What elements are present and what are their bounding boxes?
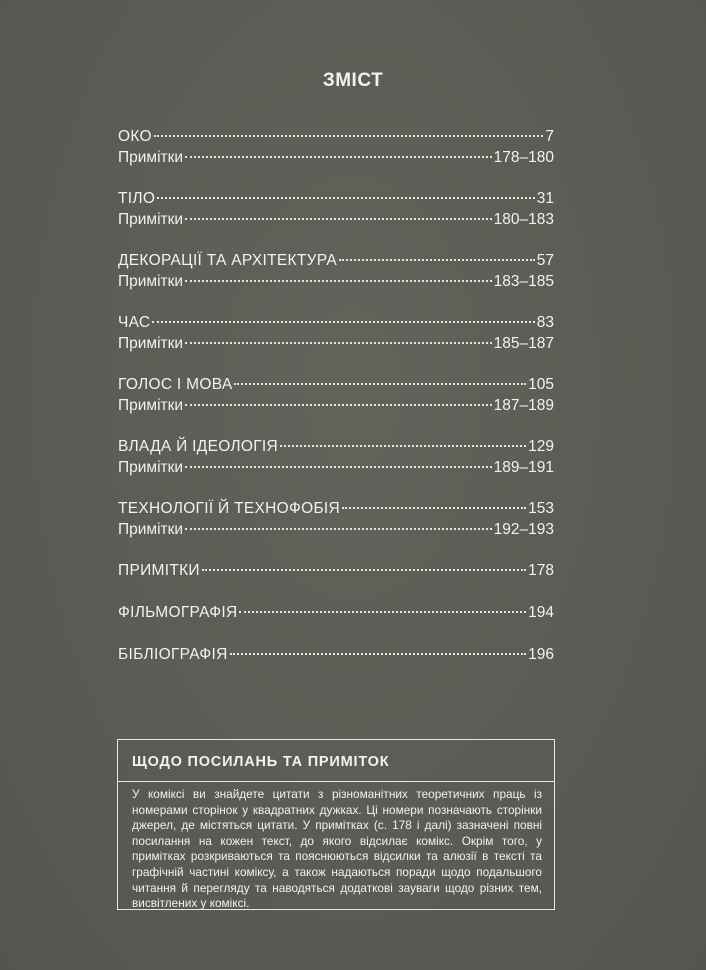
note-box-title: ЩОДО ПОСИЛАНЬ ТА ПРИМІТОК	[132, 754, 390, 770]
dot-leader	[239, 611, 526, 613]
toc-notes-label: Примітки	[118, 149, 184, 166]
dot-leader	[234, 383, 526, 385]
page-title: ЗМІСТ	[322, 70, 384, 91]
dot-leader	[342, 507, 526, 509]
toc-page-number: 57	[536, 252, 554, 269]
toc-backmatter-label: ФІЛЬМОГРАФІЯ	[118, 604, 238, 621]
dot-leader	[154, 135, 544, 137]
dot-leader	[185, 404, 492, 406]
toc-page-number: 129	[528, 438, 554, 455]
dot-leader	[152, 321, 534, 323]
toc-chapter-label: ЧАС	[118, 314, 151, 331]
toc-notes-label: Примітки	[118, 521, 184, 538]
toc-notes-label: Примітки	[118, 397, 184, 414]
toc-notes-pages: 178–180	[493, 149, 554, 166]
toc-page-number: 194	[528, 604, 554, 621]
dot-leader	[185, 156, 492, 158]
toc-chapter-label: ТІЛО	[118, 190, 156, 207]
dot-leader	[202, 569, 526, 571]
dot-leader	[280, 445, 526, 447]
toc-chapter-row[interactable]	[118, 188, 554, 209]
toc-page-number: 31	[536, 190, 554, 207]
toc-backmatter-row[interactable]	[118, 602, 554, 623]
dot-leader	[185, 466, 492, 468]
toc-notes-row[interactable]	[118, 395, 554, 416]
toc-backmatter-row[interactable]	[118, 644, 554, 665]
toc-notes-pages: 189–191	[493, 459, 554, 476]
toc-notes-row[interactable]	[118, 457, 554, 478]
dot-leader	[339, 259, 535, 261]
toc-chapter-label: ВЛАДА Й ІДЕОЛОГІЯ	[118, 438, 279, 455]
toc-page-number: 178	[528, 562, 554, 579]
toc-notes-pages: 180–183	[493, 211, 554, 228]
toc-chapter-label: ГОЛОС І МОВА	[118, 376, 233, 393]
toc-notes-row[interactable]	[118, 519, 554, 540]
toc-backmatter-row[interactable]	[118, 560, 554, 581]
dot-leader	[185, 528, 492, 530]
toc-page-number: 83	[536, 314, 554, 331]
toc-chapter-row[interactable]	[118, 436, 554, 457]
toc-chapter-label: ОКО	[118, 128, 152, 145]
toc-notes-row[interactable]	[118, 271, 554, 292]
toc-page-number: 153	[528, 500, 554, 517]
dot-leader	[157, 197, 535, 199]
references-note-box	[117, 739, 555, 910]
toc-notes-row[interactable]	[118, 209, 554, 230]
note-box-text: У коміксі ви знайдете цитати з різноманітних теоретичних праць із номерами сторінок у квадратних дужках. Ці номери позначають сторінки джерел, де містяться цитати. У примітках (с. 178 і далі) зазначені повні посилання на кожен текст, до якого відсилає комікс. Окрім того, у примітках розкриваються та пояснюються відсилки та алюзії в тексті та графічній частині коміксу, а також надаються поради щодо подальшого читання й перегляду та наводяться додаткові зауваги щодо різних тем, висвітлених у коміксі.	[132, 787, 542, 911]
toc-notes-label: Примітки	[118, 335, 184, 352]
toc-notes-row[interactable]	[118, 147, 554, 168]
toc-chapter-label: ТЕХНОЛОГІЇ Й ТЕХНОФОБІЯ	[118, 500, 341, 517]
toc-page-number: 105	[528, 376, 554, 393]
dot-leader	[230, 653, 527, 655]
toc-notes-label: Примітки	[118, 273, 184, 290]
toc-chapter-row[interactable]	[118, 126, 554, 147]
toc-backmatter-label: БІБЛІОГРАФІЯ	[118, 646, 228, 663]
toc-notes-pages: 192–193	[493, 521, 554, 538]
toc-notes-pages: 185–187	[493, 335, 554, 352]
toc-notes-label: Примітки	[118, 211, 184, 228]
table-of-contents	[118, 126, 554, 686]
toc-notes-pages: 183–185	[493, 273, 554, 290]
toc-chapter-row[interactable]	[118, 498, 554, 519]
dot-leader	[185, 218, 492, 220]
dot-leader	[185, 342, 492, 344]
dot-leader	[185, 280, 492, 282]
toc-notes-row[interactable]	[118, 333, 554, 354]
toc-chapter-row[interactable]	[118, 250, 554, 271]
toc-chapter-row[interactable]	[118, 312, 554, 333]
toc-chapter-label: ДЕКОРАЦІЇ ТА АРХІТЕКТУРА	[118, 252, 337, 269]
toc-notes-pages: 187–189	[493, 397, 554, 414]
toc-page-number: 196	[528, 646, 554, 663]
divider	[118, 781, 554, 782]
toc-page-number: 7	[545, 128, 554, 145]
toc-backmatter-label: ПРИМІТКИ	[118, 562, 200, 579]
toc-notes-label: Примітки	[118, 459, 184, 476]
toc-chapter-row[interactable]	[118, 374, 554, 395]
